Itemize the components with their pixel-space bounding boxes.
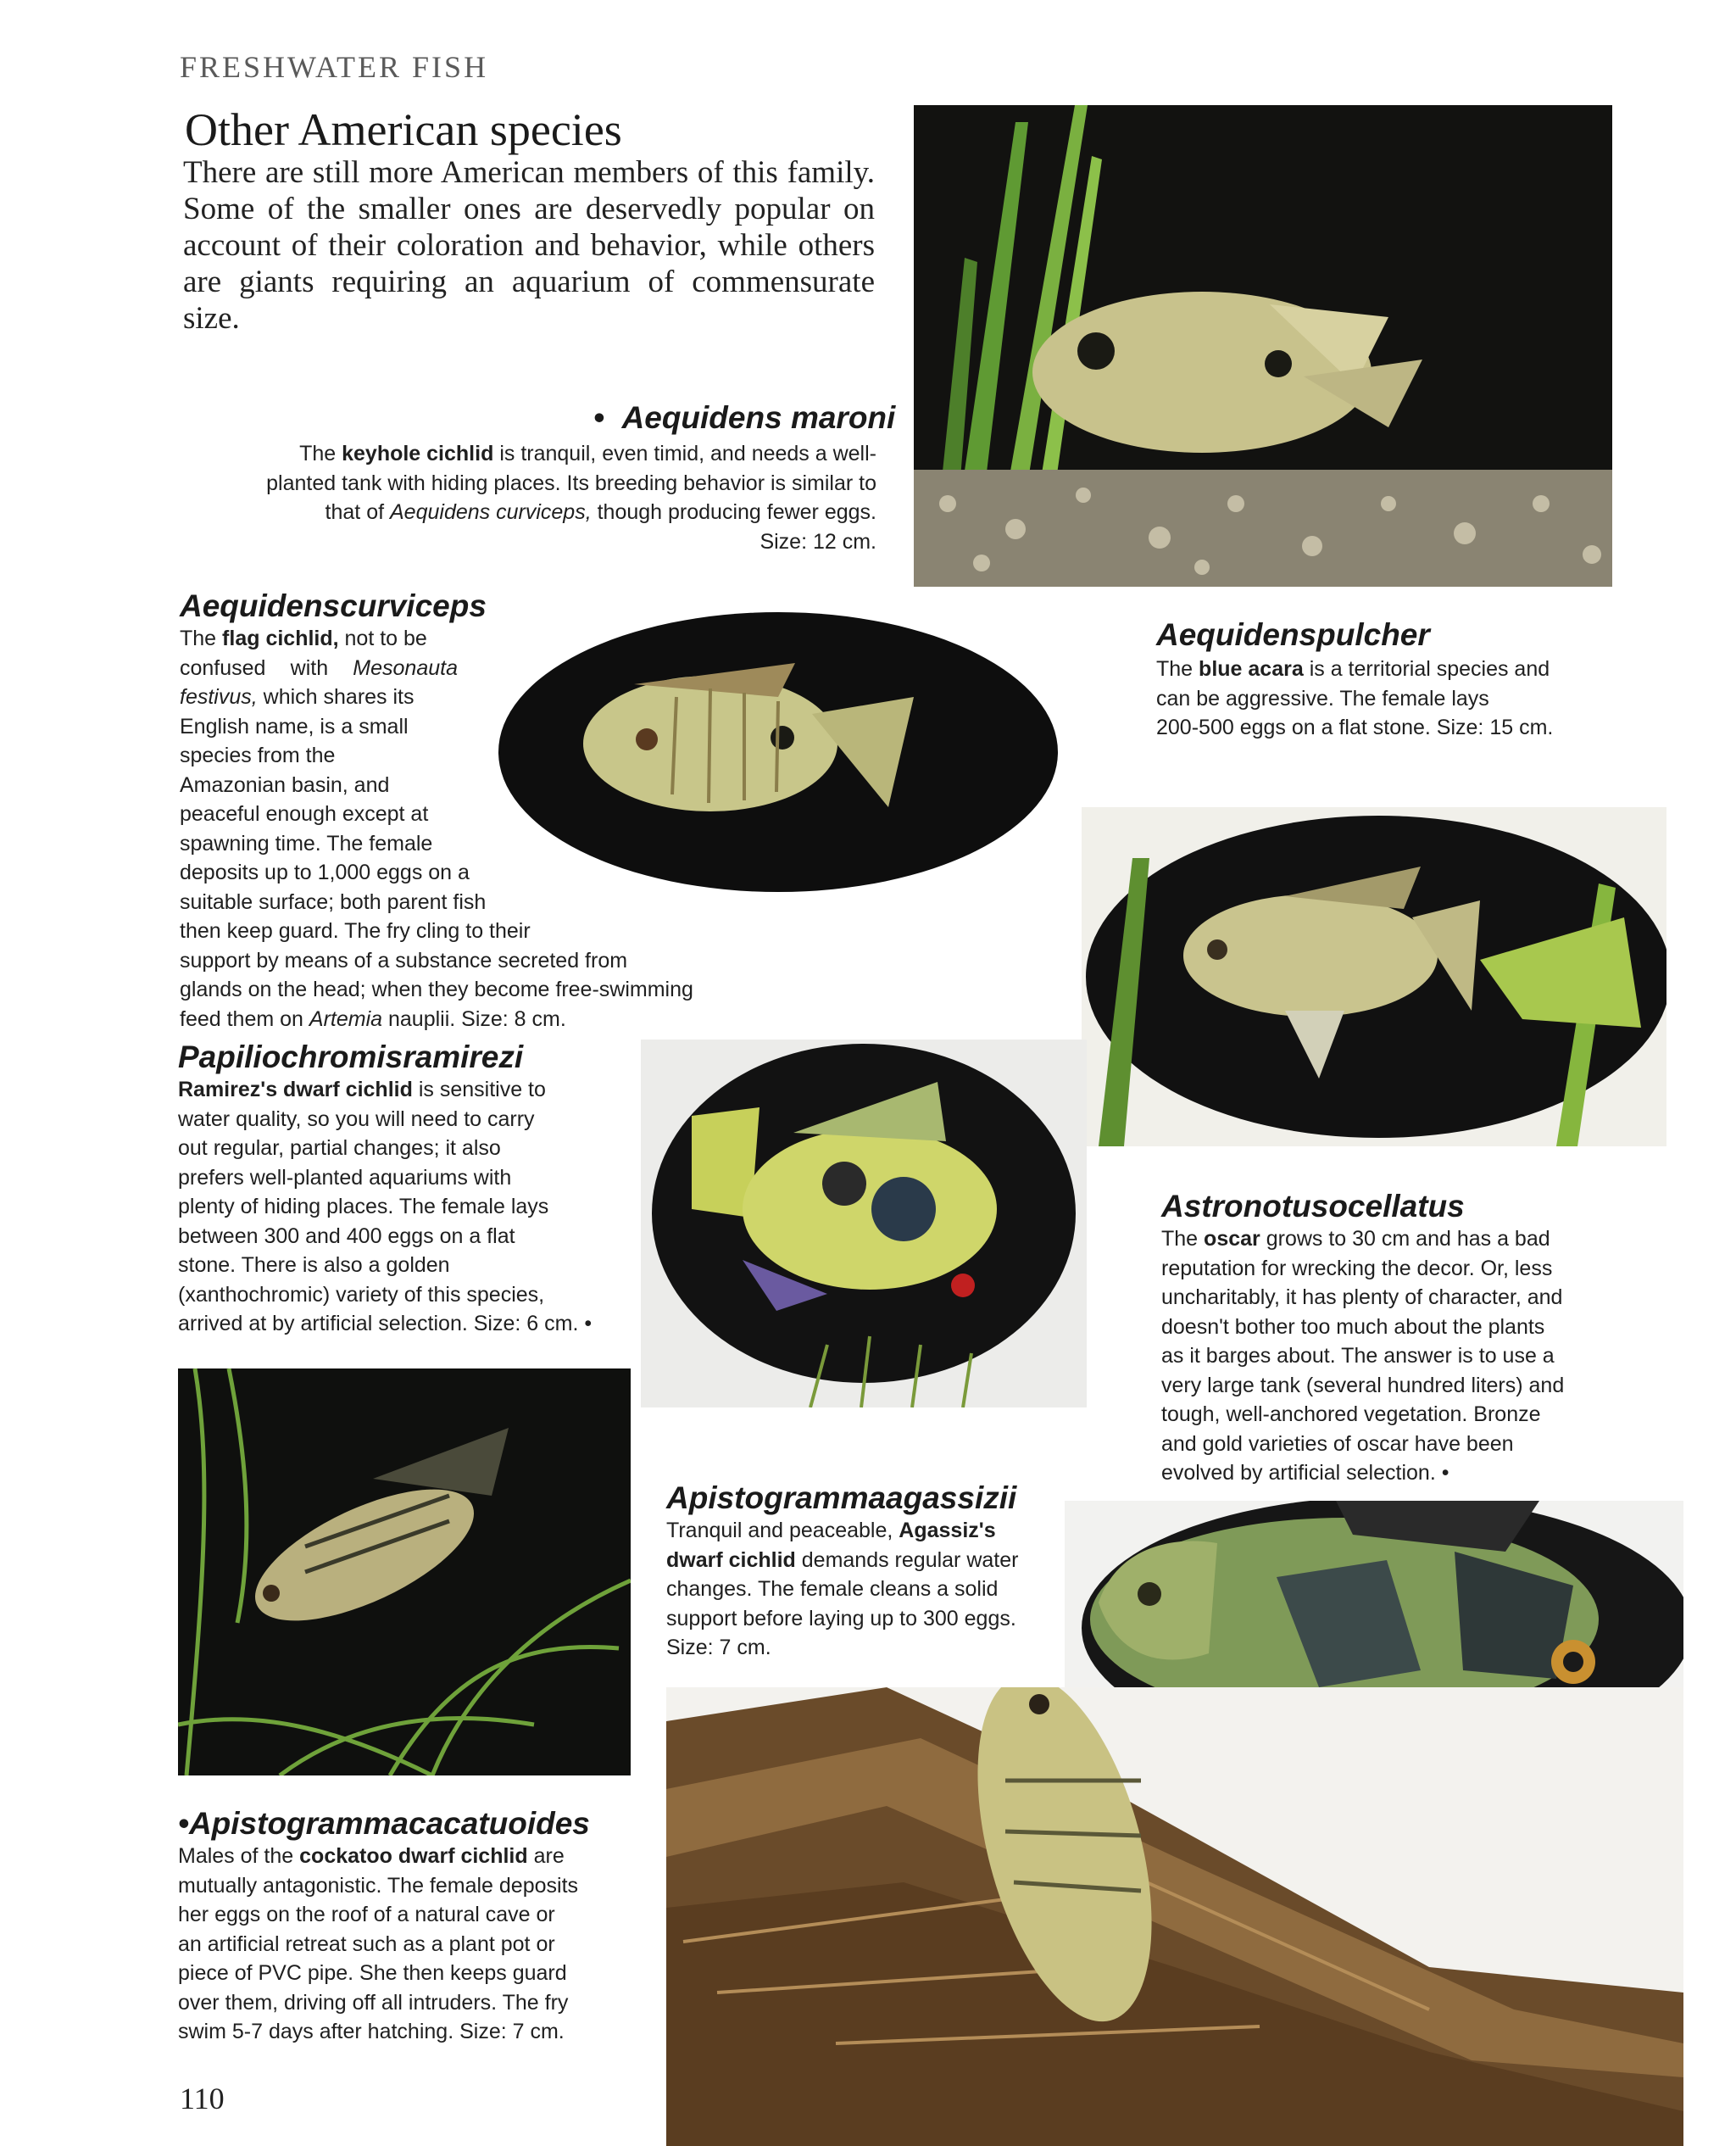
photo-apistogramma-cacatuoides xyxy=(178,1368,631,1775)
curviceps-heading: Aequidenscurviceps xyxy=(180,588,487,623)
running-head: FRESHWATER FISH xyxy=(180,50,489,84)
maroni-heading: • Aequidens maroni xyxy=(593,400,896,435)
pulcher-text: The blue acara is a territorial species and can be aggressive. The female lays 200-500 eggs on a flat stone. Size: 15 cm. xyxy=(1156,657,1554,739)
curviceps-text: The flag cichlid, not to be confused with Mesonauta festivus, which shares its English name, is a small species from the Amazonian basin, and peaceful enough except at spawning time. The female deposits up to 1,000 eggs on a suitable surface; both parent fish then keep guard. The fry cling to their support by means of a substance secreted from glands on the head; when they become free-swimming feed them on Artemia nauplii. Size: 8 cm. xyxy=(180,627,693,1031)
section-intro: There are still more American members of this family. Some of the smaller ones are deservedly popular on account of their coloration and behavior, while others are giants requiring an aquarium of commensurate size. xyxy=(183,155,875,336)
maroni-text: The keyhole cichlid is tranquil, even timid, and needs a well- planted tank with hiding places. Its breeding behavior is similar to that of Aequidens curviceps, though producing fewer eggs. Size: 12 cm. xyxy=(266,442,876,554)
ramirezi-heading: Papiliochromisramirezi xyxy=(178,1040,524,1074)
section-title: Other American species xyxy=(185,104,622,155)
cacatuoides-text: Males of the cockatoo dwarf cichlid are mutually antagonistic. The female deposits her eggs on the roof of a natural cave or an artificial retreat such as a plant pot or piece of PVC pipe. She then keeps guard over them, driving off all intruders. The fry swim 5-7 days after hatching. Size: 7 cm. xyxy=(178,1844,579,2043)
ocellatus-heading: Astronotusocellatus xyxy=(1161,1189,1465,1223)
agassizii-text: Tranquil and peaceable, Agassiz's dwarf cichlid demands regular water changes. The female cleans a solid support before laying up to 300 eggs. Size: 7 cm. xyxy=(666,1519,1019,1659)
ocellatus-text: The oscar grows to 30 cm and has a bad reputation for wrecking the decor. Or, less uncharitably, it has plenty of character, and doesn't bother too much about the plants as it barges about. The answer is to use a very large tank (several hundred liters) and tough, well-anchored vegetation. Bronze and gold varieties of oscar have been evolved by artificial selection. • xyxy=(1161,1227,1565,1485)
photo-apistogramma-agassizii xyxy=(666,1687,1683,2146)
photo-aequidens-maroni xyxy=(914,105,1612,587)
pulcher-heading: Aequidenspulcher xyxy=(1156,617,1430,652)
ramirezi-text: Ramirez's dwarf cichlid is sensitive to water quality, so you will need to carry out regular, partial changes; it also prefers well-planted aquariums with plenty of hiding places. The female lays between 300 and 400 eggs on a flat stone. There is also a golden (xanthochromic) variety of this species, arrived at by artificial selection. Size: 6 cm. • xyxy=(178,1078,593,1335)
page-number: 110 xyxy=(180,2082,225,2115)
agassizii-heading: Apistogrammaagassizii xyxy=(666,1480,1017,1515)
photo-aequidens-pulcher xyxy=(1082,807,1666,1146)
cacatuoides-heading: •Apistogrammacacatuoides xyxy=(178,1806,590,1841)
photo-papiliochromis-ramirezi xyxy=(641,1040,1087,1407)
